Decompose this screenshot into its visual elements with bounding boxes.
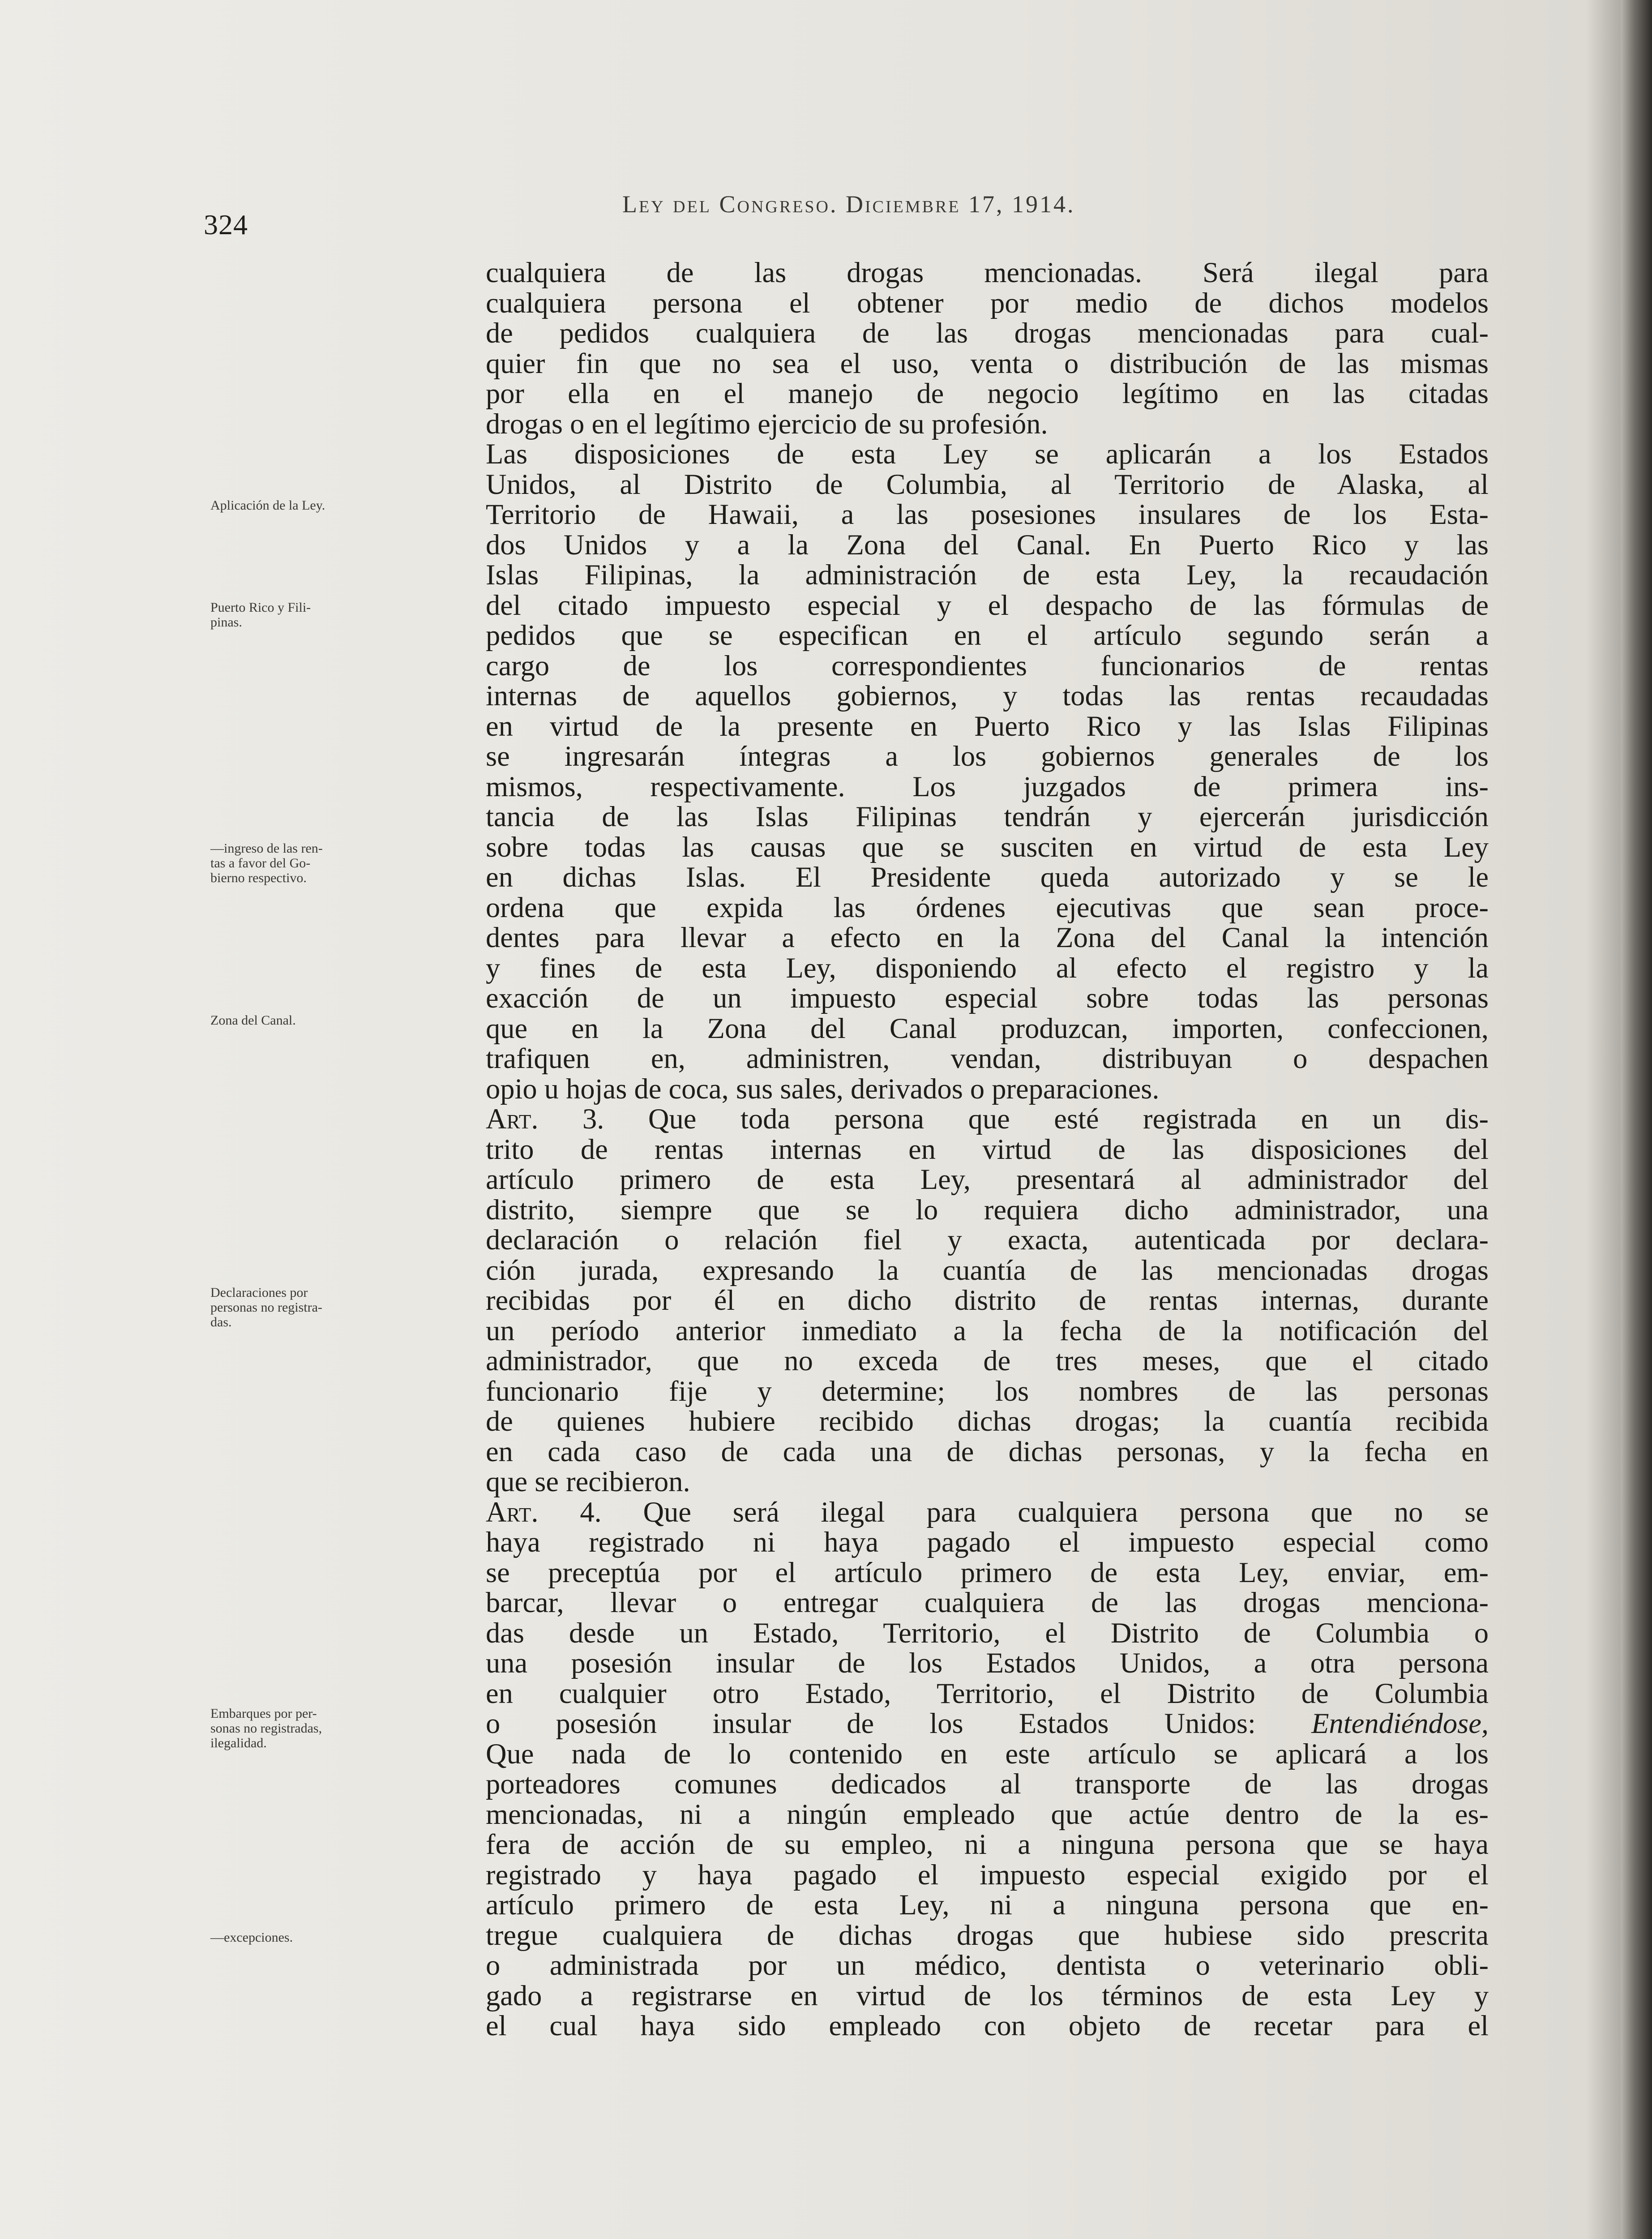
running-head [622, 190, 1428, 218]
margin-note-declaraciones [210, 1285, 448, 1330]
body-line: o administrada por un médico, dentista o veterinario obli- [486, 1949, 1489, 1981]
margin-note-line: Embarques por per- [210, 1706, 317, 1721]
body-line: tancia de las Islas Filipinas tendrán y ejercerán jurisdicción [486, 801, 1489, 832]
margin-note-ingreso [210, 841, 448, 885]
margin-note-line: personas no registra- [210, 1300, 322, 1315]
body-line: del citado impuesto especial y el despacho de las fórmulas de [486, 589, 1489, 621]
body-line: cualquiera persona el obtener por medio de dichos modelos [486, 287, 1489, 319]
margin-note-line: bierno respectivo. [210, 871, 307, 885]
body-line: porteadores comunes dedicados al transporte de las drogas [486, 1768, 1489, 1800]
body-line: se preceptúa por el artículo primero de esta Ley, enviar, em- [486, 1556, 1489, 1588]
body-line: fera de acción de su empleo, ni a ninguna persona que se haya [486, 1828, 1489, 1860]
body-line: drogas o en el legítimo ejercicio de su profesión. [486, 407, 1048, 440]
body-line: das desde un Estado, Territorio, el Distrito de Columbia o [486, 1617, 1489, 1649]
body-line: en cada caso de cada una de dichas personas, y la fecha en [486, 1435, 1489, 1467]
body-line: Art. 4. Que será ilegal para cualquiera persona que no se [486, 1496, 1489, 1528]
body-line: mencionadas, ni a ningún empleado que actúe dentro de la es- [486, 1798, 1489, 1830]
body-line: administrador, que no exceda de tres meses, que el citado [486, 1345, 1489, 1377]
body-line: declaración o relación fiel y exacta, autenticada por declara- [486, 1224, 1489, 1256]
margin-note-line: das. [210, 1315, 232, 1330]
body-line: opio u hojas de coca, sus sales, derivados o preparaciones. [486, 1072, 1160, 1105]
margin-note-line: Puerto Rico y Fili- [210, 600, 311, 615]
body-line: de quienes hubiere recibido dichas drogas; la cuantía recibida [486, 1405, 1489, 1437]
margin-note-puerto-rico [210, 600, 448, 630]
body-line: registrado y haya pagado el impuesto especial exigido por el [486, 1858, 1489, 1891]
body-line: Las disposiciones de esta Ley se aplicarán a los Estados [486, 438, 1489, 470]
margin-note-excepciones [210, 1930, 448, 1945]
body-line: Unidos, al Distrito de Columbia, al Territorio de Alaska, al [486, 468, 1489, 500]
body-line: cargo de los correspondientes funcionarios de rentas [486, 649, 1489, 682]
body-line: por ella en el manejo de negocio legítimo en las citadas [486, 377, 1489, 409]
body-line: Que nada de lo contenido en este artículo se aplicará a los [486, 1737, 1489, 1770]
body-line: distrito, siempre que se lo requiera dicho administrador, una [486, 1193, 1489, 1226]
body-line: el cual haya sido empleado con objeto de recetar para el [486, 2010, 1489, 2042]
margin-note-line: Aplicación de la Ley. [210, 498, 325, 513]
body-line: funcionario fije y determine; los nombres de las personas [486, 1375, 1489, 1407]
body-line: gado a registrarse en virtud de los términos de esta Ley y [486, 1979, 1489, 2012]
body-line: quier fin que no sea el uso, venta o distribución de las mismas [486, 347, 1489, 379]
body-line: pedidos que se especifican en el artículo segundo serán a [486, 619, 1489, 651]
body-line: en dichas Islas. El Presidente queda autorizado y se le [486, 861, 1489, 893]
body-line: recibidas por él en dicho distrito de rentas internas, durante [486, 1284, 1489, 1316]
margin-note-line: ilegalidad. [210, 1736, 267, 1750]
body-line: que se recibieron. [486, 1466, 690, 1497]
body-line: mismos, respectivamente. Los juzgados de primera ins- [486, 770, 1489, 802]
body-line: tregue cualquiera de dichas drogas que hubiese sido prescrita [486, 1919, 1489, 1951]
body-line: y fines de esta Ley, disponiendo al efecto el registro y la [486, 952, 1489, 984]
margin-note-line: —ingreso de las ren- [210, 841, 323, 856]
body-line: artículo primero de esta Ley, ni a ninguna persona que en- [486, 1889, 1489, 1921]
body-line: Islas Filipinas, la administración de esta Ley, la recaudación [486, 559, 1489, 591]
margin-note-line: tas a favor del Go- [210, 856, 311, 871]
body-line: barcar, llevar o entregar cualquiera de las drogas menciona- [486, 1587, 1489, 1618]
margin-note-line: Declaraciones por [210, 1285, 308, 1300]
margin-note-line: sonas no registradas, [210, 1721, 322, 1736]
body-line: dos Unidos y a la Zona del Canal. En Puerto Rico y las [486, 528, 1489, 561]
body-line: artículo primero de esta Ley, presentará al administrador del [486, 1163, 1489, 1195]
body-line: una posesión insular de los Estados Unidos, a otra persona [486, 1647, 1489, 1679]
body-text [486, 257, 1489, 2041]
margin-note-zona-canal [210, 1013, 448, 1028]
body-line: trafiquen en, administren, vendan, distribuyan o despachen [486, 1042, 1489, 1074]
body-line: haya registrado ni haya pagado el impuesto especial como [486, 1526, 1489, 1558]
body-line: cualquiera de las drogas mencionadas. Será ilegal para [486, 257, 1489, 288]
body-line: sobre todas las causas que se susciten en virtud de esta Ley [486, 831, 1489, 863]
body-line: exacción de un impuesto especial sobre todas las personas [486, 982, 1489, 1014]
body-line: trito de rentas internas en virtud de las disposiciones del [486, 1133, 1489, 1165]
page-number: 324 [204, 209, 248, 240]
body-line: dentes para llevar a efecto en la Zona del Canal la intención [486, 922, 1489, 953]
body-line: internas de aquellos gobiernos, y todas las rentas recaudadas [486, 680, 1489, 712]
margin-note-aplicacion [210, 498, 448, 513]
body-line: se ingresarán íntegras a los gobiernos generales de los [486, 740, 1489, 772]
margin-note-line: —excepciones. [210, 1930, 293, 1945]
body-line: ción jurada, expresando la cuantía de las mencionadas drogas [486, 1254, 1489, 1286]
body-line: ordena que expida las órdenes ejecutivas que sean proce- [486, 891, 1489, 923]
body-line: en cualquier otro Estado, Territorio, el Distrito de Columbia [486, 1677, 1489, 1709]
body-line: en virtud de la presente en Puerto Rico y las Islas Filipinas [486, 710, 1489, 742]
page-binding-edge [1621, 0, 1652, 2239]
running-head-text: Ley del Congreso. Diciembre 17, 1914. [622, 191, 1075, 218]
body-line: o posesión insular de los Estados Unidos: Entendiéndose, [486, 1707, 1489, 1739]
margin-note-line: Zona del Canal. [210, 1013, 296, 1028]
body-line: Art. 3. Que toda persona que esté registrada en un dis- [486, 1103, 1489, 1135]
body-line: Territorio de Hawaii, a las posesiones insulares de los Esta- [486, 498, 1489, 530]
margin-note-embarques [210, 1706, 448, 1750]
body-line: que en la Zona del Canal produzcan, importen, confeccionen, [486, 1012, 1489, 1044]
body-line: de pedidos cualquiera de las drogas mencionadas para cual- [486, 317, 1489, 349]
body-line: un período anterior inmediato a la fecha de la notificación del [486, 1314, 1489, 1347]
margin-note-line: pinas. [210, 615, 242, 630]
